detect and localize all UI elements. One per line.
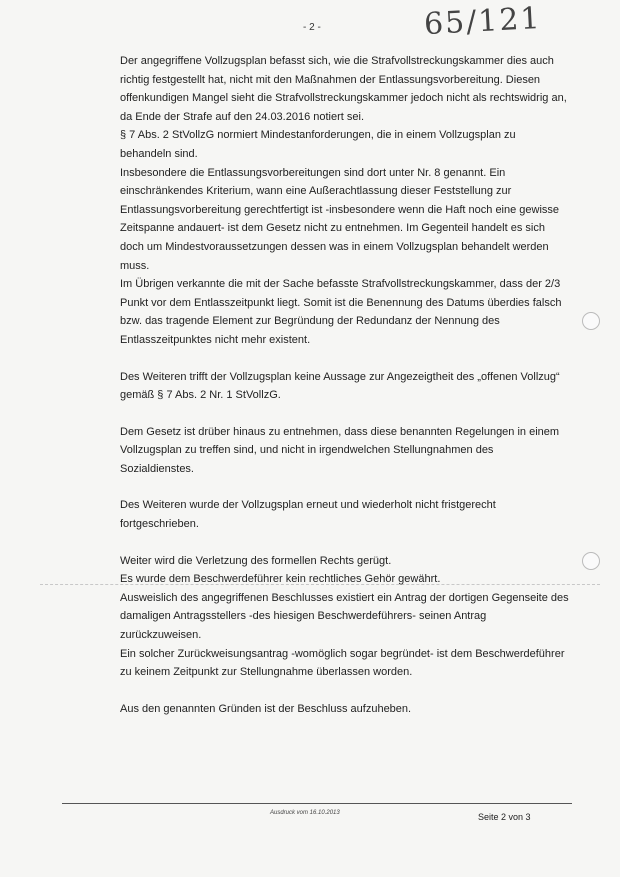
punch-hole-top: [582, 312, 600, 330]
paragraph-10: Ausweislich des angegriffenen Beschlusses existiert ein Antrag der dortigen Gegenseite des damaligen Antragsstellers -des hiesigen Beschwerdeführers- seinen Antrag zurückzuweisen.: [120, 591, 569, 642]
handwritten-page-mark: 65/121: [423, 0, 543, 43]
footer-print-note: Ausdruck vom 16.10.2013: [270, 810, 340, 816]
spacer: [120, 478, 570, 496]
spacer: [120, 534, 570, 552]
spacer: [120, 682, 570, 700]
paragraph-8: Weiter wird die Verletzung des formellen Rechts gerügt.: [120, 554, 392, 567]
footer-page-label: Seite 2 von 3: [478, 812, 531, 822]
paragraph-12: Aus den genannten Gründen ist der Beschluss aufzuheben.: [120, 702, 412, 715]
punch-hole-bottom: [582, 552, 600, 570]
paragraph-9: Es wurde dem Beschwerdeführer kein rechtliches Gehör gewährt.: [120, 573, 441, 586]
paragraph-2: § 7 Abs. 2 StVollzG normiert Mindestanforderungen, die in einem Vollzugsplan zu behandeln sind.: [120, 129, 516, 160]
paragraph-4: Im Übrigen verkannte die mit der Sache befasste Strafvollstreckungskammer, dass der 2/3 Punkt vor dem Entlasszeitpunkt liegt. Somit ist die Benennung des Datums überdies falsch bzw. das tragende Element zur Begründung der Redundanz der Nennung des Entlasszeitpunktes nicht mehr existent.: [120, 278, 562, 346]
paragraph-5: Des Weiteren trifft der Vollzugsplan keine Aussage zur Angezeigtheit des „offenen Vollzug“ gemäß § 7 Abs. 2 Nr. 1 StVollzG.: [120, 370, 560, 402]
paragraph-11: Ein solcher Zurückweisungsantrag -womöglich sogar begründet- ist dem Beschwerdeführer zu keinem Zeitpunkt zur Stellungnahme überlassen worden.: [120, 647, 565, 679]
paragraph-7: Des Weiteren wurde der Vollzugsplan erneut und wiederholt nicht fristgerecht fortgeschrieben.: [120, 499, 496, 531]
footer-rule: [62, 803, 572, 804]
paragraph-1: Der angegriffene Vollzugsplan befasst sich, wie die Strafvollstreckungskammer dies auch richtig festgestellt hat, nicht mit den Maßnahmen der Entlassungsvorbereitung. Diesen offenkundigen Mangel sieht die Strafvollstreckungskammer jedoch nicht als rechtswidrig an, da Ende der Strafe auf den 24.03.2016 notiert sei.: [120, 55, 567, 123]
document-body: [120, 52, 570, 718]
paragraph-6: Dem Gesetz ist drüber hinaus zu entnehmen, dass diese benannten Regelungen in einem Vollzugsplan zu treffen sind, und nicht in irgendwelchen Stellungnahmen des Sozialdienstes.: [120, 425, 560, 475]
spacer: [120, 350, 570, 368]
spacer: [120, 405, 570, 423]
paragraph-3: Insbesondere die Entlassungsvorbereitungen sind dort unter Nr. 8 genannt. Ein einschränkendes Kriterium, wann eine Außerachtlassung dieser Feststellung zur Entlassungsvorbereitung gerechtfertigt ist -insbesondere wenn die Haft noch eine gewisse Zeitspanne andauert- ist dem Gesetz nicht zu entnehmen. Im Gegenteil handelt es sich doch um Mindestvoraussetzungen dessen was in einem Vollzugsplan behandelt werden muss.: [120, 166, 560, 272]
page-number: - 2 -: [303, 22, 321, 33]
